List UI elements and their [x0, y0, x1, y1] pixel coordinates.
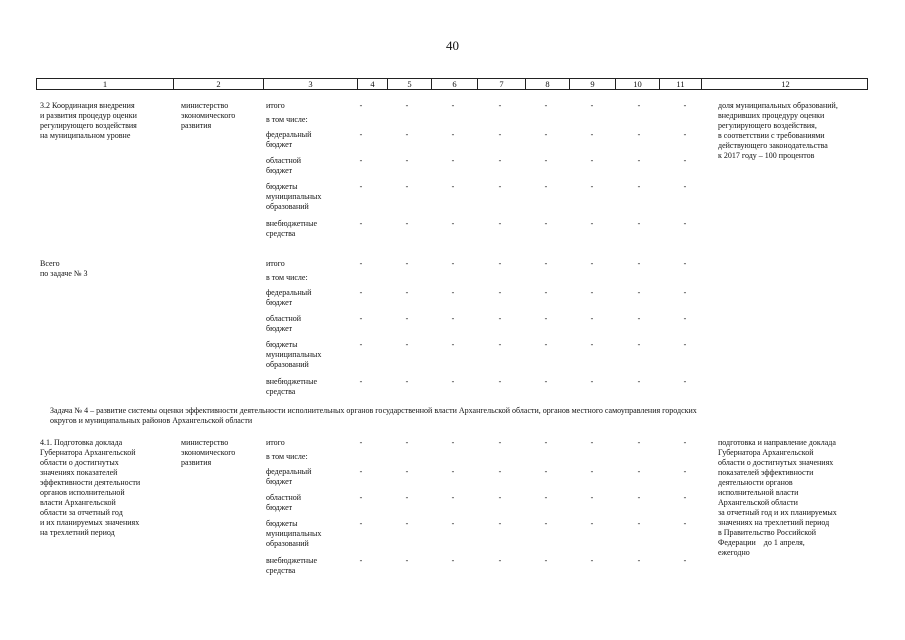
funding-source-label: областной бюджет	[266, 314, 302, 333]
funding-source-label: федеральный бюджет	[266, 130, 312, 149]
empty-value-dash: -	[359, 438, 363, 447]
empty-value-dash: -	[451, 182, 455, 191]
empty-value-dash: -	[683, 556, 687, 565]
empty-value-dash: -	[498, 219, 502, 228]
empty-value-dash: -	[405, 377, 409, 386]
empty-value-dash: -	[498, 156, 502, 165]
empty-value-dash: -	[498, 340, 502, 349]
empty-value-dash: -	[683, 314, 687, 323]
empty-value-dash: -	[637, 219, 641, 228]
empty-value-dash: -	[590, 156, 594, 165]
empty-value-dash: -	[359, 130, 363, 139]
funding-source-label: итого	[266, 438, 285, 447]
header-cell-2: 2	[173, 79, 263, 89]
empty-value-dash: -	[683, 288, 687, 297]
empty-value-dash: -	[544, 467, 548, 476]
empty-value-dash: -	[637, 467, 641, 476]
empty-value-dash: -	[590, 340, 594, 349]
empty-value-dash: -	[683, 101, 687, 110]
empty-value-dash: -	[405, 556, 409, 565]
empty-value-dash: -	[498, 467, 502, 476]
empty-value-dash: -	[590, 438, 594, 447]
empty-value-dash: -	[451, 219, 455, 228]
funding-source-label: итого	[266, 259, 285, 268]
empty-value-dash: -	[544, 519, 548, 528]
empty-value-dash: -	[637, 314, 641, 323]
empty-value-dash: -	[544, 156, 548, 165]
empty-value-dash: -	[359, 101, 363, 110]
empty-value-dash: -	[683, 438, 687, 447]
empty-value-dash: -	[683, 219, 687, 228]
activity-name: Всего по задаче № 3	[40, 259, 88, 278]
empty-value-dash: -	[498, 314, 502, 323]
responsible-executor: министерство экономического развития	[181, 101, 236, 130]
empty-value-dash: -	[405, 182, 409, 191]
empty-value-dash: -	[498, 493, 502, 502]
empty-value-dash: -	[359, 219, 363, 228]
empty-value-dash: -	[544, 130, 548, 139]
empty-value-dash: -	[637, 519, 641, 528]
funding-source-label: бюджеты муниципальных образований	[266, 519, 322, 548]
empty-value-dash: -	[590, 101, 594, 110]
empty-value-dash: -	[590, 519, 594, 528]
empty-value-dash: -	[544, 259, 548, 268]
funding-source-label: в том числе:	[266, 452, 308, 461]
empty-value-dash: -	[451, 519, 455, 528]
header-cell-1: 1	[102, 79, 108, 89]
empty-value-dash: -	[359, 259, 363, 268]
empty-value-dash: -	[544, 182, 548, 191]
empty-value-dash: -	[498, 377, 502, 386]
empty-value-dash: -	[590, 130, 594, 139]
empty-value-dash: -	[405, 340, 409, 349]
funding-source-label: федеральный бюджет	[266, 467, 312, 486]
empty-value-dash: -	[359, 156, 363, 165]
task-4-heading: Задача № 4 – развитие системы оценки эффективности деятельности исполнительных органов государственной власти Архангельской области, органов местного самоуправления городских округов и муниципальных районов Архангельской области	[50, 406, 697, 425]
empty-value-dash: -	[498, 288, 502, 297]
empty-value-dash: -	[637, 493, 641, 502]
empty-value-dash: -	[451, 493, 455, 502]
empty-value-dash: -	[451, 467, 455, 476]
empty-value-dash: -	[498, 101, 502, 110]
empty-value-dash: -	[405, 130, 409, 139]
empty-value-dash: -	[359, 519, 363, 528]
header-cell-12: 12	[701, 79, 869, 89]
empty-value-dash: -	[405, 493, 409, 502]
header-cell-10: 10	[615, 79, 659, 89]
empty-value-dash: -	[498, 438, 502, 447]
empty-value-dash: -	[405, 467, 409, 476]
empty-value-dash: -	[683, 156, 687, 165]
empty-value-dash: -	[590, 377, 594, 386]
empty-value-dash: -	[498, 556, 502, 565]
empty-value-dash: -	[405, 438, 409, 447]
empty-value-dash: -	[359, 377, 363, 386]
empty-value-dash: -	[544, 340, 548, 349]
empty-value-dash: -	[544, 101, 548, 110]
activity-name: 4.1. Подготовка доклада Губернатора Архангельской области о достигнутых значениях показателей эффективности деятельности органов исполнительной власти Архангельской области за отчетный год и их планируемых значениях на трехлетний период	[40, 438, 141, 537]
empty-value-dash: -	[590, 259, 594, 268]
funding-source-label: областной бюджет	[266, 493, 302, 512]
empty-value-dash: -	[590, 288, 594, 297]
empty-value-dash: -	[405, 259, 409, 268]
empty-value-dash: -	[683, 259, 687, 268]
empty-value-dash: -	[451, 314, 455, 323]
expected-result: доля муниципальных образований, внедривших процедуру оценки регулирующего воздействия, в соответствии с требованиями действующего законодательства к 2017 году – 100 процентов	[718, 101, 838, 160]
empty-value-dash: -	[544, 377, 548, 386]
empty-value-dash: -	[544, 493, 548, 502]
empty-value-dash: -	[590, 314, 594, 323]
empty-value-dash: -	[683, 182, 687, 191]
empty-value-dash: -	[637, 438, 641, 447]
empty-value-dash: -	[590, 467, 594, 476]
empty-value-dash: -	[544, 556, 548, 565]
empty-value-dash: -	[637, 288, 641, 297]
empty-value-dash: -	[683, 467, 687, 476]
empty-value-dash: -	[683, 340, 687, 349]
empty-value-dash: -	[451, 340, 455, 349]
empty-value-dash: -	[405, 156, 409, 165]
header-cell-8: 8	[525, 79, 569, 89]
empty-value-dash: -	[683, 493, 687, 502]
table-header-row	[36, 78, 868, 90]
empty-value-dash: -	[359, 314, 363, 323]
empty-value-dash: -	[683, 130, 687, 139]
empty-value-dash: -	[451, 101, 455, 110]
header-cell-11: 11	[659, 79, 701, 89]
header-cell-4: 4	[357, 79, 387, 89]
page-number: 40	[446, 38, 459, 53]
empty-value-dash: -	[451, 438, 455, 447]
empty-value-dash: -	[590, 182, 594, 191]
funding-source-label: итого	[266, 101, 285, 110]
empty-value-dash: -	[637, 377, 641, 386]
header-cell-3: 3	[263, 79, 357, 89]
empty-value-dash: -	[590, 556, 594, 565]
activity-name: 3.2 Координация внедрения и развития процедур оценки регулирующего воздействия на муниципальном уровне	[40, 101, 137, 140]
empty-value-dash: -	[359, 288, 363, 297]
funding-source-label: внебюджетные средства	[266, 556, 317, 575]
empty-value-dash: -	[359, 182, 363, 191]
empty-value-dash: -	[451, 156, 455, 165]
empty-value-dash: -	[498, 130, 502, 139]
empty-value-dash: -	[405, 101, 409, 110]
empty-value-dash: -	[405, 519, 409, 528]
funding-source-label: в том числе:	[266, 273, 308, 282]
header-cell-9: 9	[569, 79, 615, 89]
empty-value-dash: -	[590, 219, 594, 228]
empty-value-dash: -	[637, 556, 641, 565]
empty-value-dash: -	[683, 377, 687, 386]
empty-value-dash: -	[498, 182, 502, 191]
funding-source-label: внебюджетные средства	[266, 377, 317, 396]
empty-value-dash: -	[544, 288, 548, 297]
empty-value-dash: -	[637, 101, 641, 110]
empty-value-dash: -	[451, 130, 455, 139]
empty-value-dash: -	[359, 556, 363, 565]
empty-value-dash: -	[451, 377, 455, 386]
funding-source-label: бюджеты муниципальных образований	[266, 340, 322, 369]
empty-value-dash: -	[359, 467, 363, 476]
empty-value-dash: -	[451, 259, 455, 268]
empty-value-dash: -	[359, 340, 363, 349]
empty-value-dash: -	[451, 288, 455, 297]
header-cell-6: 6	[431, 79, 477, 89]
funding-source-label: в том числе:	[266, 115, 308, 124]
empty-value-dash: -	[451, 556, 455, 565]
funding-source-label: бюджеты муниципальных образований	[266, 182, 322, 211]
empty-value-dash: -	[405, 219, 409, 228]
empty-value-dash: -	[637, 259, 641, 268]
empty-value-dash: -	[637, 130, 641, 139]
empty-value-dash: -	[359, 493, 363, 502]
funding-source-label: внебюджетные средства	[266, 219, 317, 238]
funding-source-label: областной бюджет	[266, 156, 302, 175]
empty-value-dash: -	[544, 219, 548, 228]
empty-value-dash: -	[405, 314, 409, 323]
expected-result: подготовка и направление доклада Губернатора Архангельской области о достигнутых значениях показателей эффективности деятельности органов исполнительной власти Архангельской области за отчетный год и их планируемых значениях на трехлетний период в Правительство Российской Федерации до 1 апреля, ежегодно	[718, 438, 837, 557]
empty-value-dash: -	[405, 288, 409, 297]
empty-value-dash: -	[498, 259, 502, 268]
empty-value-dash: -	[544, 438, 548, 447]
empty-value-dash: -	[498, 519, 502, 528]
header-cell-5: 5	[387, 79, 431, 89]
empty-value-dash: -	[683, 519, 687, 528]
empty-value-dash: -	[637, 182, 641, 191]
header-cell-7: 7	[477, 79, 525, 89]
responsible-executor: министерство экономического развития	[181, 438, 236, 467]
empty-value-dash: -	[544, 314, 548, 323]
empty-value-dash: -	[637, 340, 641, 349]
empty-value-dash: -	[590, 493, 594, 502]
funding-source-label: федеральный бюджет	[266, 288, 312, 307]
empty-value-dash: -	[637, 156, 641, 165]
